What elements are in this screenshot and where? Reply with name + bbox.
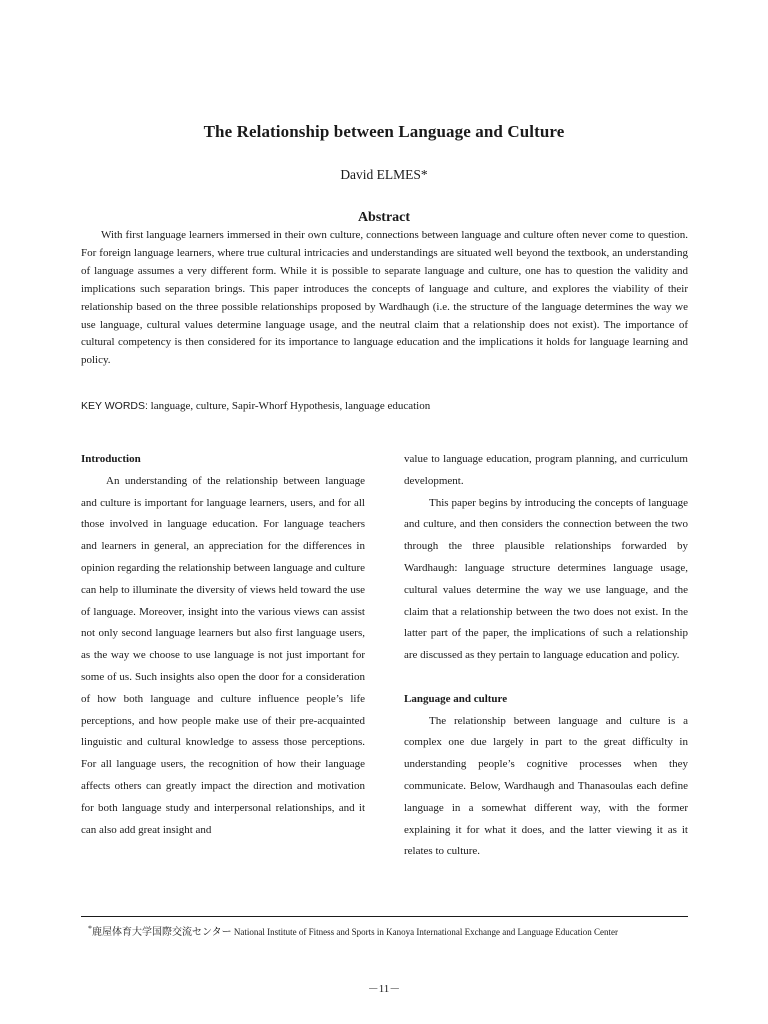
section-spacer (404, 667, 688, 689)
author-name: David ELMES* (340, 167, 428, 182)
keywords (81, 398, 688, 414)
footnote (88, 922, 698, 940)
footnote-affiliation-english: National Institute of Fitness and Sports in Kanoya International Exchange and Language Education Center (231, 927, 619, 937)
keywords-label: KEY WORDS: (81, 400, 148, 412)
right-column (404, 449, 688, 863)
footnote-affiliation-japanese: 鹿屋体育大学国際交流センター (92, 927, 232, 938)
introduction-paragraph-2: This paper begins by introducing the concepts of language and culture, and then considers the connection between the two through the three plausible relationships forwarded by Wardhaugh: language structure determines language usage, cultural values determine the way we use language, and the claim that a relationship between the two does not exist. In the latter part of the paper, the implications of such a relationship are discussed as they pertain to language education and policy. (404, 496, 688, 662)
keywords-text: language, culture, Sapir-Whorf Hypothesis, language education (147, 400, 431, 412)
paper-title: The Relationship between Language and Culture (203, 122, 565, 141)
left-column (81, 449, 365, 841)
page-number: －11－ (367, 983, 401, 995)
footnote-marker: * (88, 924, 92, 933)
language-and-culture-paragraph: The relationship between language and culture is a complex one due largely in part to the great difficulty in understanding people’s cognitive processes when they communicate. Below, Wardhaugh and Thanasoulas each define language in a somewhat different way, with the former explaining it for what it does, and the latter viewing it as it relates to culture. (404, 714, 688, 858)
introduction-continuation: value to language education, program planning, and curriculum development. (404, 453, 688, 487)
abstract-body: With first language learners immersed in their own culture, connections between language and culture often never come to question. For foreign language learners, where true cultural intricacies and understandings are situated well beyond the textbook, an understanding of language assumes a very different form. While it is possible to separate language and culture, one has to question the validity and implications such separation brings. This paper introduces the concepts of language and culture, and explores the viability of their relationship based on the three possible relationships proposed by Wardhaugh (i.e. the structure of the language determines the way we use language, cultural values determine language usage, and the neutral claim that a relationship does not exist). The importance of cultural competency is then considered for its importance to language education and the implications it holds for language learning and policy. (81, 229, 688, 367)
section-heading-introduction: Introduction (81, 453, 141, 465)
section-heading-language-and-culture: Language and culture (404, 692, 508, 705)
introduction-paragraph: An understanding of the relationship between language and culture is important for language learners, users, and for all those involved in language education. For language teachers and learners in general, an appreciation for the differences in opinion regarding the relationship between language and culture can help to illuminate the diversity of views held toward the use of language. Moreover, insight into the various views can assist not only second language learners but also first language users, as the way we choose to use language is not just important for some of us. Such insights also open the door for a consideration of how both language and culture influence people’s life perceptions, and how people make use of their pre-acquainted linguistic and cultural knowledge to assess those perceptions. For all language users, the recognition of how their language affects others can greatly impact the direction and motivation for both language study and interpersonal relationships, and it can also add great insight and (81, 474, 365, 836)
footnote-divider (81, 916, 688, 917)
abstract-heading: Abstract (357, 210, 411, 225)
